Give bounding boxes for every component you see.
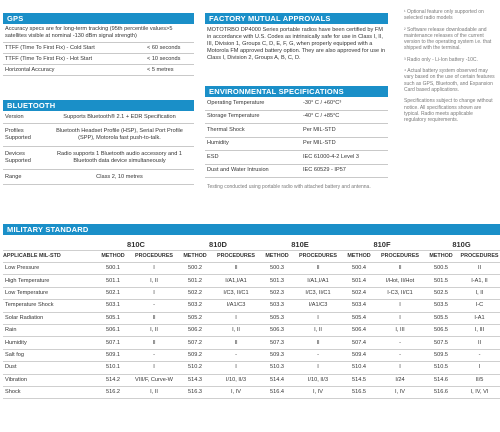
procedures-cell: II	[295, 337, 341, 349]
method-cell: 502.3	[259, 287, 295, 299]
procedures-cell: I	[213, 362, 259, 374]
gps-row-label: TTFF (Time To First Fix) - Hot Start	[5, 55, 93, 62]
procedures-cell: I, II	[295, 324, 341, 336]
method-cell: 505.1	[95, 312, 131, 324]
procedures-cell: II	[459, 337, 500, 349]
bluetooth-row-value: Supports Bluetooth® 2.1 + EDR Specification	[63, 113, 176, 120]
env-row	[205, 97, 388, 111]
method-cell: 503.5	[423, 300, 459, 312]
footnote-item: ² Software release downloadable and maintenance releases of the current version to the operating system i.e. that shipped with the terminal.	[404, 26, 492, 52]
method-cell: 501.5	[423, 275, 459, 287]
footnote-item: ³ Radio only - Li-Ion battery -10C.	[404, 56, 478, 63]
gps-row	[3, 54, 194, 65]
procedures-header: PROCEDURES	[459, 251, 500, 263]
procedures-cell: -	[213, 349, 259, 361]
procedures-cell: I/A1,I/A1	[295, 275, 341, 287]
method-cell: 506.1	[95, 324, 131, 336]
env-row-value: Per MIL-STD	[303, 126, 336, 133]
method-header: METHOD	[177, 251, 213, 263]
procedures-cell: -	[131, 349, 177, 361]
gps-row-value: < 10 seconds	[147, 55, 181, 62]
method-cell: 516.5	[341, 386, 377, 398]
procedures-cell: I, II	[131, 275, 177, 287]
procedures-cell: II	[131, 312, 177, 324]
procedures-cell: I/A1/C3	[213, 300, 259, 312]
military-standards-row	[3, 238, 500, 251]
method-cell: 510.3	[259, 362, 295, 374]
military-row-name: Vibration	[3, 374, 95, 386]
env-row-label: Dust and Water Intrusion	[207, 167, 269, 174]
method-cell: 510.5	[423, 362, 459, 374]
env-row-value: -40° C / +85°C	[303, 113, 340, 120]
procedures-cell: -	[377, 349, 423, 361]
method-cell: 505.4	[341, 312, 377, 324]
procedures-cell: II	[131, 337, 177, 349]
military-row-name: Humidity	[3, 337, 95, 349]
method-header: METHOD	[341, 251, 377, 263]
method-cell: 503.3	[259, 300, 295, 312]
procedures-cell: I	[295, 312, 341, 324]
footnote-item: ¹ Optional feature only supported on selected radio models	[404, 9, 484, 22]
military-row-name: Dust	[3, 362, 95, 374]
fm-header: FACTORY MUTUAL APPROVALS	[205, 13, 388, 24]
procedures-cell: II/5	[459, 374, 500, 386]
method-cell: 509.4	[341, 349, 377, 361]
procedures-cell: I	[377, 300, 423, 312]
bluetooth-row-label: Devices Supported	[5, 151, 31, 164]
procedures-cell: I/A1,I/A1	[213, 275, 259, 287]
bluetooth-row-label: Profiles Supported	[5, 128, 31, 141]
procedures-cell: I/C3, II/C1	[295, 287, 341, 299]
procedures-cell: I	[377, 362, 423, 374]
military-row	[3, 362, 500, 374]
applicable-mil-std-header: APPLICABLE MIL-STD	[3, 251, 95, 263]
procedures-header: PROCEDURES	[213, 251, 259, 263]
military-row-name: Salt fog	[3, 349, 95, 361]
military-row-name: Solar Radiation	[3, 312, 95, 324]
env-row-label: Operating Temperature	[207, 99, 265, 106]
method-cell: 514.4	[259, 374, 295, 386]
gps-row-label: TTFF (Time To First Fix) - Cold Start	[5, 44, 95, 51]
bluetooth-section	[3, 100, 194, 185]
military-row	[3, 275, 500, 287]
footnotes	[404, 9, 496, 128]
method-cell: 507.3	[259, 337, 295, 349]
bluetooth-header: BLUETOOTH	[3, 100, 194, 111]
method-cell: 502.1	[95, 287, 131, 299]
method-cell: 509.1	[95, 349, 131, 361]
method-cell: 505.3	[259, 312, 295, 324]
procedures-header: PROCEDURES	[377, 251, 423, 263]
procedures-header: PROCEDURES	[295, 251, 341, 263]
footnote-item: Specifications subject to change without notice. All specifications shown are typical. Radio meets applicable regulatory requirements.	[404, 98, 493, 124]
procedures-cell: I, IV	[213, 386, 259, 398]
env-row-value: -30° C / +60°C³	[303, 99, 342, 106]
procedures-cell: I, IV, VI	[459, 386, 500, 398]
procedures-cell: I/C3, II/C1	[213, 287, 259, 299]
procedures-cell: I	[377, 312, 423, 324]
military-standard-label: 810D	[177, 238, 259, 251]
bluetooth-table	[3, 111, 194, 185]
method-cell: 506.2	[177, 324, 213, 336]
gps-header: GPS	[3, 13, 194, 24]
military-standard-label: 810E	[259, 238, 341, 251]
procedures-cell: I/A1/C3	[295, 300, 341, 312]
procedures-cell: I, II	[131, 386, 177, 398]
method-cell: 500.4	[341, 263, 377, 275]
procedures-cell: I, III	[459, 324, 500, 336]
env-section	[205, 86, 388, 190]
env-row-value: IEC 61000-4-2 Level 3	[303, 153, 359, 160]
gps-section	[3, 13, 194, 76]
procedures-cell: I-C	[459, 300, 500, 312]
method-header: METHOD	[259, 251, 295, 263]
gps-row-label: Horizontal Accuracy	[5, 66, 55, 73]
method-header: METHOD	[95, 251, 131, 263]
procedures-cell: I-A1	[459, 312, 500, 324]
gps-row-value: < 60 seconds	[147, 44, 181, 51]
method-cell: 506.4	[341, 324, 377, 336]
method-cell: 507.1	[95, 337, 131, 349]
method-cell: 509.2	[177, 349, 213, 361]
procedures-cell: -	[295, 349, 341, 361]
procedures-cell: I/10, II/3	[213, 374, 259, 386]
method-cell: 509.3	[259, 349, 295, 361]
bluetooth-row	[3, 170, 194, 185]
military-row-name: Temperature Shock	[3, 300, 95, 312]
procedures-header: PROCEDURES	[131, 251, 177, 263]
military-header: MILITARY STANDARD	[3, 224, 500, 235]
bluetooth-row	[3, 111, 194, 124]
method-header: METHOD	[423, 251, 459, 263]
procedures-cell: I, IV	[295, 386, 341, 398]
military-row-name: Shock	[3, 386, 95, 398]
method-cell: 516.2	[95, 386, 131, 398]
gps-intro: Accuracy specs are for long-term tracking (95th percentile values>5 satellites visible at nominal -130 dBm signal strength)	[3, 24, 194, 43]
env-row	[205, 138, 388, 152]
military-row	[3, 287, 500, 299]
method-cell: 501.3	[259, 275, 295, 287]
env-row-value: Per MIL-STD	[303, 140, 336, 147]
gps-row	[3, 43, 194, 54]
procedures-cell: I	[213, 312, 259, 324]
military-row-name: Low Pressure	[3, 263, 95, 275]
method-cell: 500.3	[259, 263, 295, 275]
gps-row	[3, 65, 194, 76]
bluetooth-row-value: Bluetooth Headset Profile (HSP), Serial Port Profile (SPP), Motorola fast push-to-talk.	[56, 128, 183, 141]
military-row	[3, 386, 500, 398]
military-row	[3, 349, 500, 361]
military-row	[3, 312, 500, 324]
env-row	[205, 111, 388, 125]
env-header: ENVIRONMENTAL SPECIFICATIONS	[205, 86, 388, 97]
method-cell: 505.2	[177, 312, 213, 324]
method-cell: 503.1	[95, 300, 131, 312]
procedures-cell: I	[295, 362, 341, 374]
bluetooth-row	[3, 147, 194, 170]
military-standard-label: 810C	[95, 238, 177, 251]
method-cell: 514.3	[177, 374, 213, 386]
method-cell: 505.5	[423, 312, 459, 324]
procedures-cell: II	[377, 263, 423, 275]
method-cell: 501.4	[341, 275, 377, 287]
method-cell: 516.3	[177, 386, 213, 398]
env-row-label: Humidity	[207, 140, 229, 147]
military-row	[3, 324, 500, 336]
env-row-value: IEC 60529 - IP57	[303, 167, 346, 174]
military-standard-label: 810F	[341, 238, 423, 251]
method-cell: 506.3	[259, 324, 295, 336]
military-row-name: Rain	[3, 324, 95, 336]
env-row-label: Thermal Shock	[207, 126, 245, 133]
procedures-cell: II	[295, 263, 341, 275]
method-cell: 514.6	[423, 374, 459, 386]
method-cell: 503.2	[177, 300, 213, 312]
bluetooth-row-value: Radio supports 1 Bluetooth audio accessory and 1 Bluetooth data device simultaneously	[56, 151, 182, 164]
military-row-name: High Temperature	[3, 275, 95, 287]
fm-text: MOTOTRBO DP4000 Series portable radios have been certified by FM in accordance with U.S. Codes as intrinsically safe for use in Class I, II, III, Division 1, Groups C, D, E, F, G, when properly equipped with a Motorola FM approved battery option. They are also approved for use in Class I, Division 2, Groups A, B, C, D.	[207, 27, 386, 61]
procedures-cell: -	[377, 337, 423, 349]
env-footnote: Testing conducted using portable radio with attached battery and antenna.	[207, 184, 371, 190]
procedures-cell: I	[131, 362, 177, 374]
procedures-cell: I/10, II/3	[295, 374, 341, 386]
env-row	[205, 165, 388, 179]
footnote-item: ⁴ Actual battery system observed may vary based on the use of certain features such as GPS, Bluetooth, and Expansion Card based applications.	[404, 68, 495, 93]
procedures-cell: I, II	[131, 324, 177, 336]
bluetooth-row-value: Class 2, 10 metres	[96, 173, 143, 180]
method-cell: 516.4	[259, 386, 295, 398]
gps-row-value: < 5 metres	[147, 66, 174, 73]
procedures-cell: I, IV	[377, 386, 423, 398]
bluetooth-row	[3, 124, 194, 147]
method-cell: 500.2	[177, 263, 213, 275]
procedures-cell: I	[131, 287, 177, 299]
method-cell: 502.2	[177, 287, 213, 299]
military-row	[3, 374, 500, 386]
gps-table	[3, 43, 194, 76]
military-blank-header	[3, 238, 95, 251]
env-row-label: ESD	[207, 153, 219, 160]
method-cell: 502.5	[423, 287, 459, 299]
procedures-cell: I, II	[459, 287, 500, 299]
military-subheader-row	[3, 251, 500, 263]
method-cell: 501.1	[95, 275, 131, 287]
bluetooth-row-label: Version	[5, 113, 24, 120]
method-cell: 507.2	[177, 337, 213, 349]
procedures-cell: I/Hot, II/Hot	[377, 275, 423, 287]
procedures-cell: I, III	[377, 324, 423, 336]
method-cell: 502.4	[341, 287, 377, 299]
military-row	[3, 263, 500, 275]
procedures-cell: I	[459, 362, 500, 374]
method-cell: 507.5	[423, 337, 459, 349]
bluetooth-row-label: Range	[5, 173, 22, 180]
method-cell: 510.2	[177, 362, 213, 374]
procedures-cell: II	[213, 263, 259, 275]
procedures-cell: I/24	[377, 374, 423, 386]
procedures-cell: I-A1, II	[459, 275, 500, 287]
procedures-cell: I, II	[213, 324, 259, 336]
method-cell: 509.5	[423, 349, 459, 361]
military-row-name: Low Temperature	[3, 287, 95, 299]
procedures-cell: -	[131, 300, 177, 312]
method-cell: 506.5	[423, 324, 459, 336]
method-cell: 507.4	[341, 337, 377, 349]
military-row	[3, 337, 500, 349]
method-cell: 510.4	[341, 362, 377, 374]
procedures-cell: I	[131, 263, 177, 275]
method-cell: 503.4	[341, 300, 377, 312]
env-row	[205, 151, 388, 165]
procedures-cell: II	[213, 337, 259, 349]
military-standard-label: 810G	[423, 238, 500, 251]
method-cell: 500.5	[423, 263, 459, 275]
method-cell: 501.2	[177, 275, 213, 287]
fm-section	[205, 13, 388, 65]
military-row	[3, 300, 500, 312]
procedures-cell: VIII/F, Curve-W	[131, 374, 177, 386]
procedures-cell: I-C3, II/C1	[377, 287, 423, 299]
method-cell: 510.1	[95, 362, 131, 374]
method-cell: 516.6	[423, 386, 459, 398]
method-cell: 500.1	[95, 263, 131, 275]
procedures-cell: II	[459, 263, 500, 275]
military-table	[3, 238, 500, 399]
method-cell: 514.2	[95, 374, 131, 386]
env-table	[205, 97, 388, 178]
procedures-cell: -	[459, 349, 500, 361]
env-row	[205, 124, 388, 138]
method-cell: 514.5	[341, 374, 377, 386]
env-row-label: Storage Temperature	[207, 113, 260, 120]
